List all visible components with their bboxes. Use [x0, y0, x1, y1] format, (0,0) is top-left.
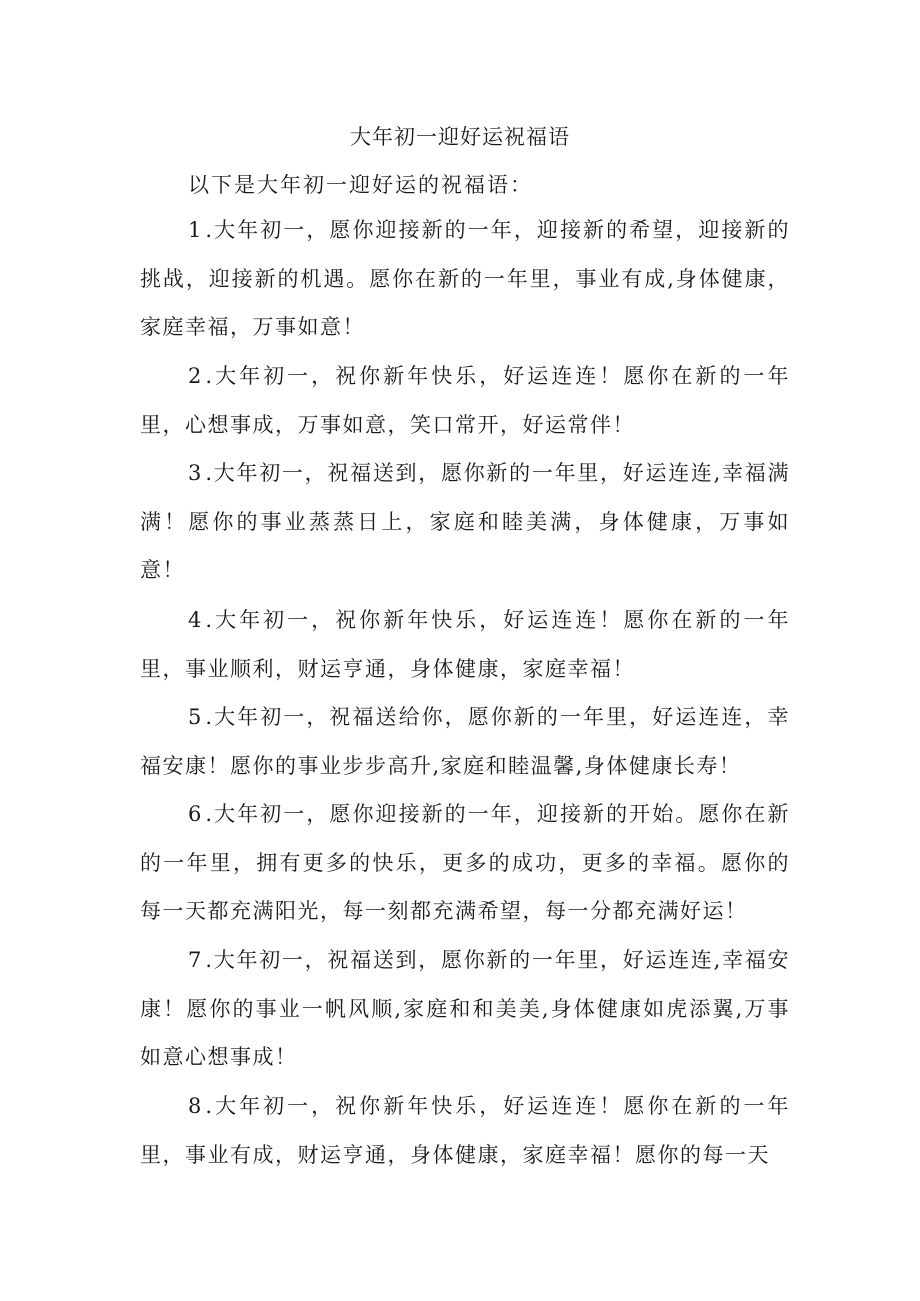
- item-text: .大年初一，祝福送到，愿你新的一年里，好运连连,幸福满满！愿你的事业蒸蒸日上，家庭和睦美满，身体健康，万事如意！: [140, 461, 790, 583]
- item-text: .大年初一，祝你新年快乐，好运连连！愿你在新的一年里，事业顺利，财运亨通，身体健康，家庭幸福！: [140, 608, 790, 681]
- item-text: .大年初一，祝福送到，愿你新的一年里，好运连连,幸福安康！愿你的事业一帆风顺,家庭和和美美,身体健康如虎添翼,万事如意心想事成！: [140, 948, 790, 1070]
- intro-paragraph: 以下是大年初一迎好运的祝福语：: [188, 173, 533, 197]
- item-text: .大年初一，祝福送给你，愿你新的一年里，好运连连，幸福安康！愿你的事业步步高升,家庭和睦温馨,身体健康长寿！: [140, 705, 790, 778]
- list-item: [140, 693, 790, 790]
- item-number: 7: [188, 948, 206, 972]
- list-item: [140, 449, 790, 595]
- list-item: [140, 1082, 790, 1179]
- item-number: 6: [188, 802, 206, 826]
- document-title: 大年初一迎好运祝福语: [350, 125, 570, 149]
- list-item: [140, 596, 790, 693]
- list-item: [140, 936, 790, 1082]
- item-number: 3: [188, 461, 206, 485]
- item-number: 2: [188, 364, 206, 388]
- item-text: .大年初一，愿你迎接新的一年，迎接新的开始。愿你在新的一年里，拥有更多的快乐，更多的成功，更多的幸福。愿你的每一天都充满阳光，每一刻都充满希望，每一分都充满好运！: [140, 802, 790, 924]
- item-number: 5: [188, 705, 206, 729]
- item-text: .大年初一，祝你新年快乐，好运连连！愿你在新的一年里，事业有成，财运亨通，身体健康，家庭幸福！愿你的每一天: [140, 1094, 790, 1167]
- list-item: [140, 206, 790, 352]
- list-item: [140, 790, 790, 936]
- item-number: 1: [188, 218, 206, 242]
- item-text: .大年初一，愿你迎接新的一年，迎接新的希望，迎接新的挑战，迎接新的机遇。愿你在新的一年里，事业有成,身体健康，家庭幸福，万事如意！: [140, 218, 790, 340]
- item-number: 4: [188, 608, 206, 632]
- list-item: [140, 352, 790, 449]
- item-number: 8: [188, 1094, 206, 1118]
- item-text: .大年初一，祝你新年快乐，好运连连！愿你在新的一年里，心想事成，万事如意，笑口常开，好运常伴！: [140, 364, 790, 437]
